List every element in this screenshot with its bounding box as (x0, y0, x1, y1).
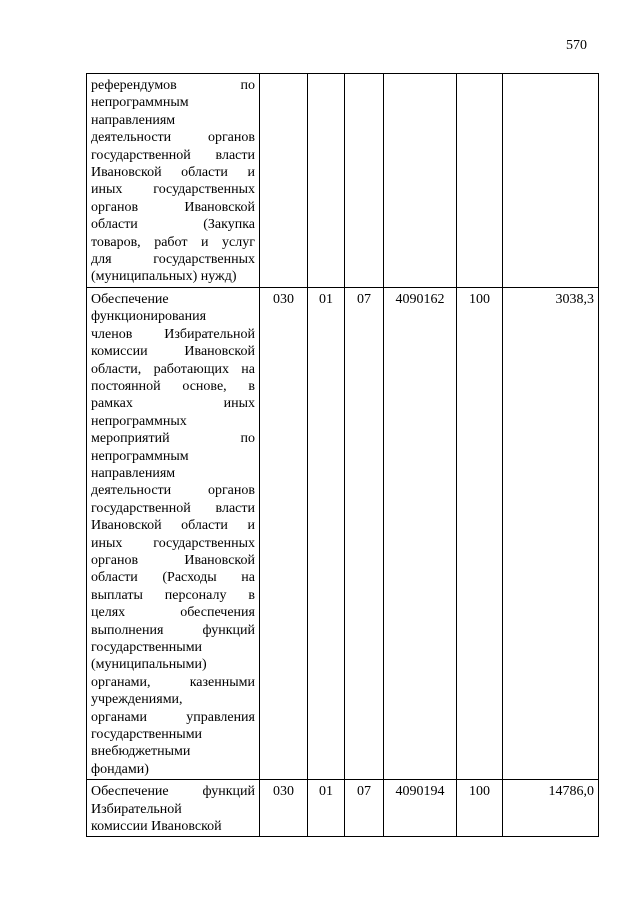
description-line: внебюджетными (91, 744, 191, 760)
description-line: комиссии Ивановской (91, 819, 222, 835)
section-cell: 01 (308, 780, 345, 837)
description-line: членов Избирательной (91, 326, 255, 342)
description-cell (87, 780, 260, 837)
description-line: (муниципальными) (91, 657, 207, 673)
expense-type-cell: 100 (457, 287, 503, 779)
description-line: непрограммным (91, 448, 189, 464)
section-cell: 01 (308, 287, 345, 779)
table-row (87, 74, 599, 288)
amount-cell: 3038,3 (503, 287, 599, 779)
description-line: органов Ивановской (91, 552, 255, 568)
description-line: иных государственных (91, 535, 255, 551)
description-line: направлениям (91, 465, 176, 481)
description-line: учреждениями, (91, 692, 183, 708)
description-line: Обеспечение функций (91, 784, 255, 800)
amount-cell (503, 74, 599, 288)
description-line: деятельности органов (91, 130, 255, 146)
description-line: государственными (91, 727, 203, 743)
description-cell (87, 287, 260, 779)
description-line: непрограммных (91, 413, 187, 429)
subsection-cell: 07 (345, 780, 384, 837)
description-line: области (Расходы на (91, 570, 255, 586)
description-line: функционирования (91, 309, 207, 325)
description-line: референдумов по (91, 78, 255, 93)
description-line: выплаты персоналу в (91, 587, 255, 603)
subsection-cell: 07 (345, 287, 384, 779)
description-line: непрограммным (91, 95, 189, 111)
description-line: деятельности органов (91, 483, 255, 499)
description-line: товаров, работ и услуг (91, 234, 255, 250)
admin-code-cell: 030 (260, 287, 308, 779)
description-line: мероприятий по (91, 431, 255, 447)
description-line: органов Ивановской (91, 199, 255, 215)
subsection-cell (345, 74, 384, 288)
description-line: иных государственных (91, 182, 255, 198)
page-number: 570 (566, 38, 587, 53)
description-line: органами, казенными (91, 674, 255, 690)
description-line: органами управления (91, 709, 255, 725)
description-line: комиссии Ивановской (91, 344, 255, 360)
description-line: направлениям (91, 112, 176, 128)
description-line: Избирательной (91, 801, 182, 817)
description-line: области, работающих на (91, 361, 255, 377)
description-line: для государственных (91, 252, 255, 268)
section-cell (308, 74, 345, 288)
description-line: (муниципальных) нужд) (91, 269, 237, 285)
description-line: государственной власти (91, 500, 255, 516)
description-line: государственной власти (91, 147, 255, 163)
target-article-cell: 4090162 (384, 287, 457, 779)
description-line: Ивановской области и (91, 518, 255, 534)
description-line: целях обеспечения (91, 605, 255, 621)
admin-code-cell (260, 74, 308, 288)
target-article-cell (384, 74, 457, 288)
admin-code-cell: 030 (260, 780, 308, 837)
description-line: области (Закупка (91, 217, 255, 233)
description-line: Ивановской области и (91, 165, 255, 181)
description-line: фондами) (91, 761, 149, 777)
target-article-cell: 4090194 (384, 780, 457, 837)
table-row (87, 287, 599, 779)
expense-type-cell: 100 (457, 780, 503, 837)
budget-table (86, 73, 599, 837)
description-cell (87, 74, 260, 288)
amount-cell: 14786,0 (503, 780, 599, 837)
description-line: Обеспечение (91, 291, 169, 307)
description-line: выполнения функций (91, 622, 255, 638)
description-line: рамках иных (91, 396, 255, 412)
description-line: постоянной основе, в (91, 378, 255, 394)
table-row (87, 780, 599, 837)
description-line: государственными (91, 640, 203, 655)
expense-type-cell (457, 74, 503, 288)
